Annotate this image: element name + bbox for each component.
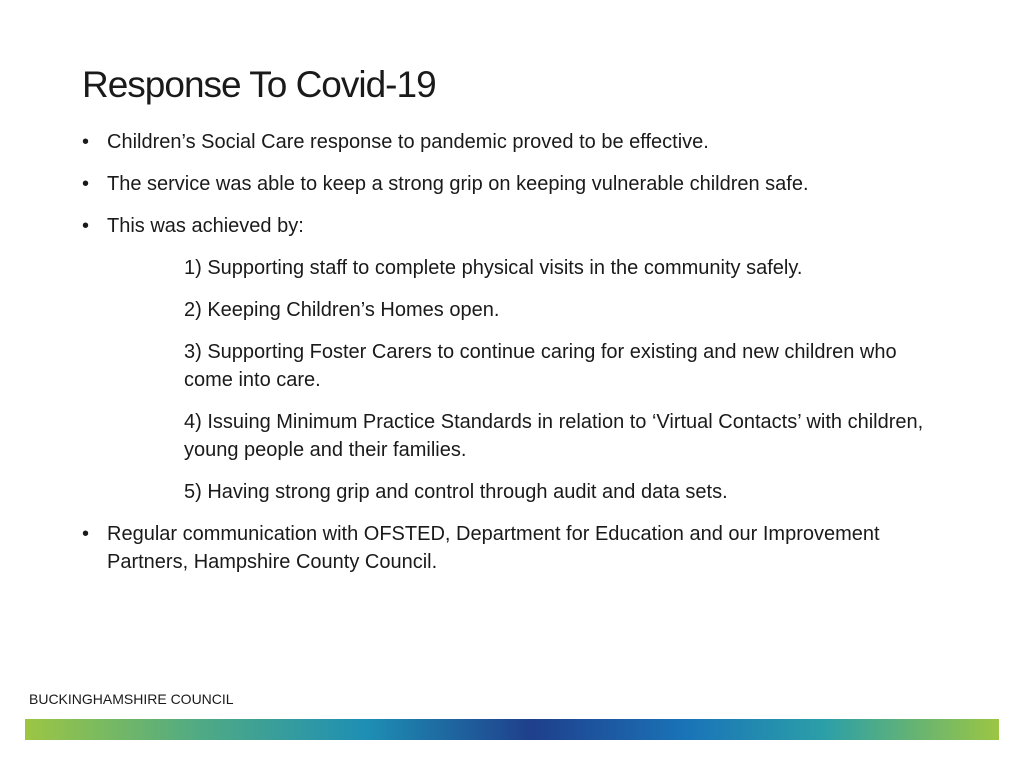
bullet-text: Children’s Social Care response to pandemic proved to be effective. <box>107 131 709 153</box>
numbered-sub-item: 2) Keeping Children’s Homes open. <box>184 299 500 321</box>
numbered-sub-item: 4) Issuing Minimum Practice Standards in relation to ‘Virtual Contacts’ with children, young people and their families. <box>184 411 924 461</box>
numbered-sub-item: 3) Supporting Foster Carers to continue caring for existing and new children who come into care. <box>184 341 897 391</box>
bullet-icon: • <box>82 215 90 237</box>
numbered-sub-item: 1) Supporting staff to complete physical visits in the community safely. <box>184 257 803 279</box>
bullet-text: The service was able to keep a strong grip on keeping vulnerable children safe. <box>107 173 809 195</box>
slide-title: Response To Covid-19 <box>82 64 436 105</box>
bullet-item <box>82 520 942 576</box>
slide-content <box>82 128 942 590</box>
footer-org-name: BUCKINGHAMSHIRE COUNCIL <box>29 691 234 707</box>
bullet-icon: • <box>82 523 90 545</box>
brand-gradient-bar <box>25 719 999 740</box>
bullet-text: Regular communication with OFSTED, Department for Education and our Improvement Partners, Hampshire County Council. <box>107 523 880 573</box>
bullet-item <box>82 212 942 240</box>
bullet-icon: • <box>82 131 90 153</box>
bullet-text: This was achieved by: <box>107 215 304 237</box>
bullet-icon: • <box>82 173 90 195</box>
numbered-sub-item: 5) Having strong grip and control through audit and data sets. <box>184 481 728 503</box>
bullet-item <box>82 170 942 198</box>
bullet-item <box>82 128 942 156</box>
